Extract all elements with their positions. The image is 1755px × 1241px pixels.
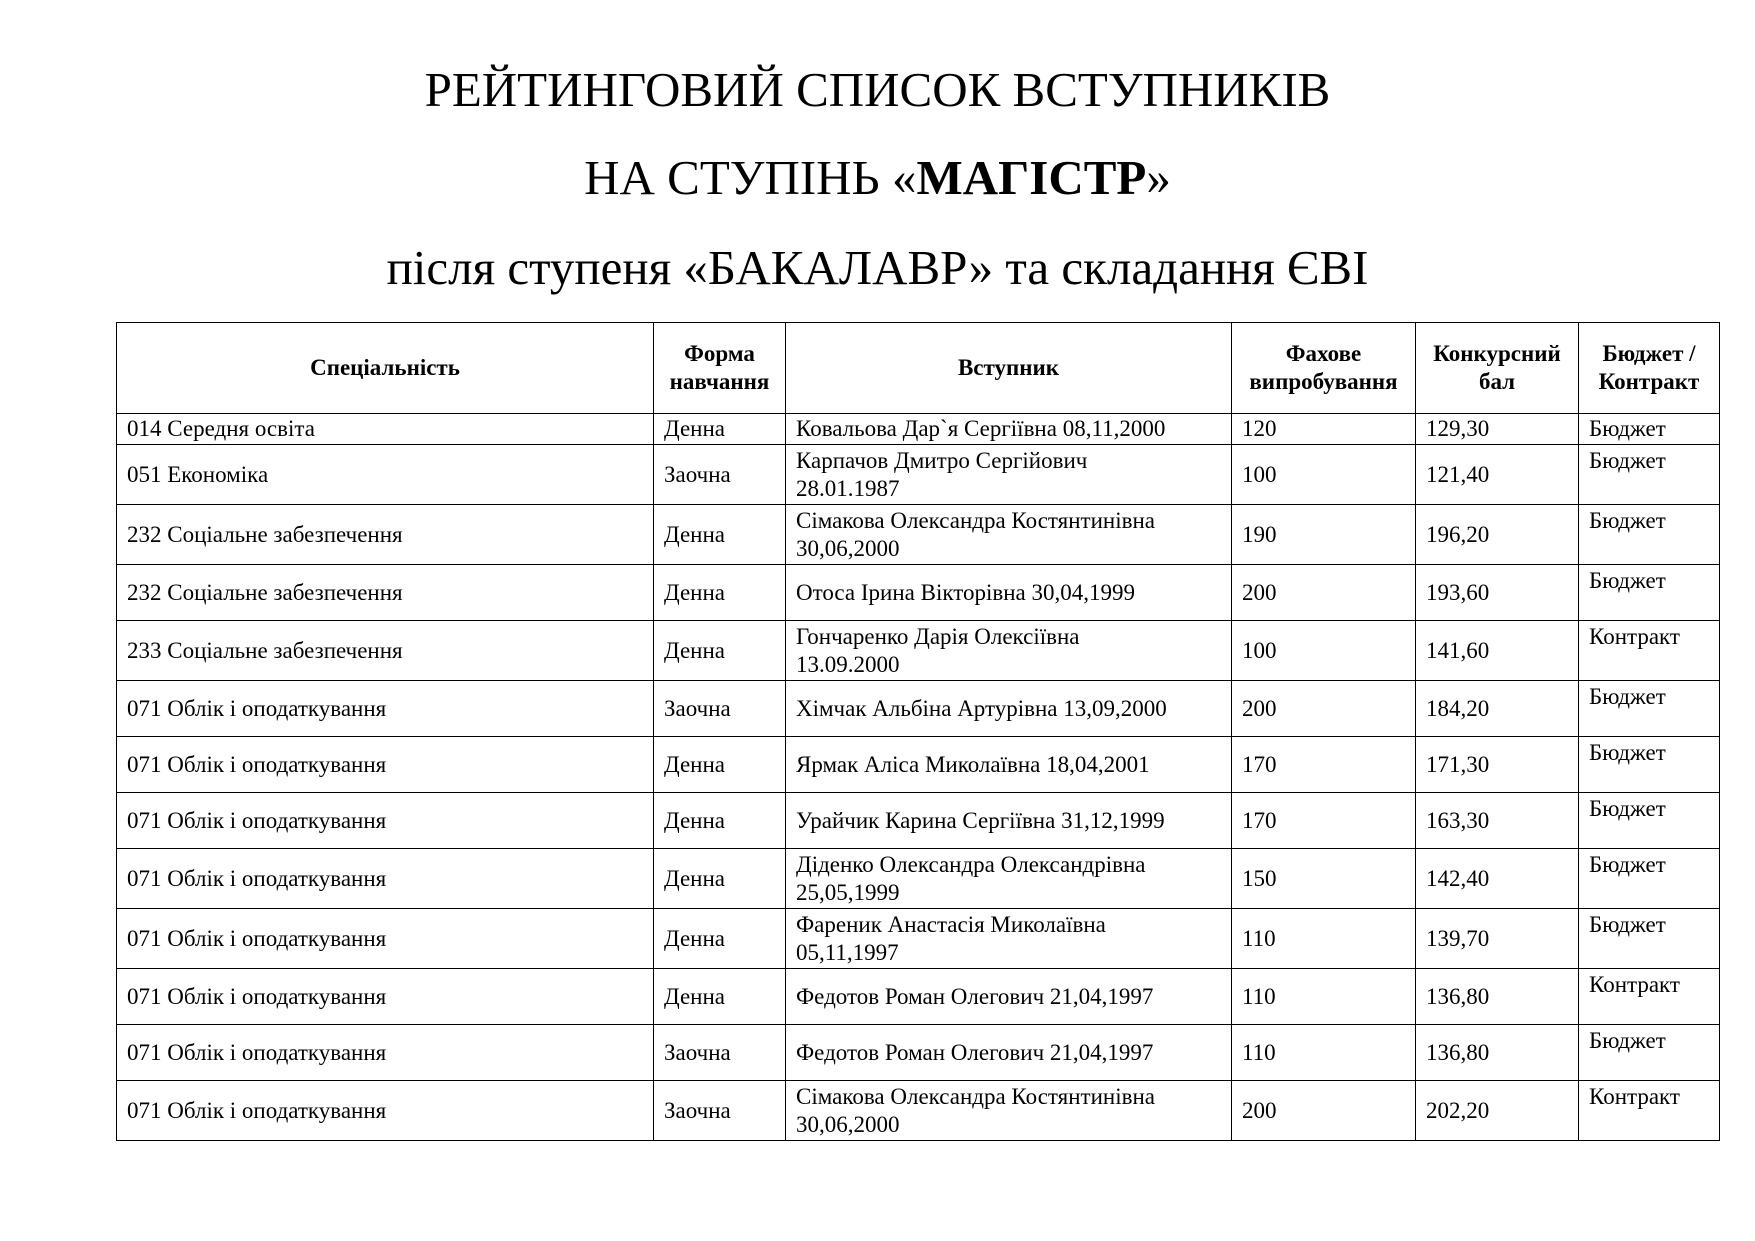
cell-specialty: 014 Середня освіта [117, 414, 654, 445]
cell-funding: Бюджет [1579, 849, 1720, 909]
applicant-name: Хімчак Альбіна Артурівна 13,09,2000 [796, 695, 1167, 721]
applicant-birth-date: 13.09.2000 [796, 651, 900, 677]
header-study-form-line-1: Форма [684, 341, 755, 366]
applicant-birth-date: 05,11,1997 [796, 939, 899, 965]
table-row [117, 681, 1720, 737]
title-line-2 [0, 150, 1755, 206]
cell-applicant [786, 414, 1232, 445]
header-applicant: Вступник [786, 323, 1232, 414]
table-row [117, 621, 1720, 681]
cell-exam: 100 [1232, 621, 1416, 681]
cell-applicant [786, 1081, 1232, 1141]
cell-study-form: Денна [654, 849, 786, 909]
applicant-name: Ярмак Аліса Миколаївна 18,04,2001 [796, 751, 1150, 777]
cell-specialty: 233 Соціальне забезпечення [117, 621, 654, 681]
applicant-name: Ковальова Дар`я Сергіївна 08,11,2000 [796, 416, 1166, 441]
degree-name: МАГІСТР [916, 150, 1147, 205]
cell-score: 136,80 [1416, 1025, 1579, 1081]
cell-score: 202,20 [1416, 1081, 1579, 1141]
cell-score: 163,30 [1416, 793, 1579, 849]
table-row [117, 1081, 1720, 1141]
cell-exam: 100 [1232, 445, 1416, 505]
header-specialty: Спеціальність [117, 323, 654, 414]
cell-applicant [786, 681, 1232, 737]
cell-funding: Бюджет [1579, 505, 1720, 565]
cell-score: 196,20 [1416, 505, 1579, 565]
table-row [117, 1025, 1720, 1081]
cell-applicant [786, 445, 1232, 505]
cell-exam: 170 [1232, 793, 1416, 849]
table-row [117, 565, 1720, 621]
cell-applicant [786, 621, 1232, 681]
applicant-name: Карпачов Дмитро Сергійович [796, 447, 1088, 473]
cell-score: 129,30 [1416, 414, 1579, 445]
applicant-name: Сімакова Олександра Костянтинівна [796, 1083, 1155, 1109]
cell-specialty: 051 Економіка [117, 445, 654, 505]
table-row [117, 969, 1720, 1025]
table-row [117, 505, 1720, 565]
cell-specialty: 071 Облік і оподаткування [117, 969, 654, 1025]
applicant-name: Фареник Анастасія Миколаївна [796, 911, 1106, 937]
cell-study-form: Денна [654, 909, 786, 969]
cell-specialty: 071 Облік і оподаткування [117, 909, 654, 969]
applicant-name: Федотов Роман Олегович 21,04,1997 [796, 983, 1154, 1009]
cell-score: 141,60 [1416, 621, 1579, 681]
cell-funding: Бюджет [1579, 793, 1720, 849]
header-study-form [654, 323, 786, 414]
cell-applicant [786, 565, 1232, 621]
table-row [117, 414, 1720, 445]
cell-study-form: Денна [654, 414, 786, 445]
cell-funding: Бюджет [1579, 681, 1720, 737]
cell-applicant [786, 849, 1232, 909]
cell-study-form: Денна [654, 793, 786, 849]
cell-study-form: Денна [654, 505, 786, 565]
header-funding [1579, 323, 1720, 414]
title-line-3: після ступеня «БАКАЛАВР» та складання ЄВІ [386, 240, 1369, 295]
cell-study-form: Денна [654, 737, 786, 793]
cell-score: 121,40 [1416, 445, 1579, 505]
cell-specialty: 071 Облік і оподаткування [117, 737, 654, 793]
cell-study-form: Заочна [654, 1081, 786, 1141]
cell-exam: 170 [1232, 737, 1416, 793]
cell-applicant [786, 793, 1232, 849]
cell-exam: 110 [1232, 909, 1416, 969]
cell-funding: Бюджет [1579, 1025, 1720, 1081]
cell-specialty: 071 Облік і оподаткування [117, 849, 654, 909]
applicant-birth-date: 30,06,2000 [796, 1111, 900, 1137]
title-line-2-prefix: НА СТУПІНЬ « [584, 150, 917, 205]
applicant-birth-date: 25,05,1999 [796, 879, 900, 905]
cell-applicant [786, 969, 1232, 1025]
applicant-name: Сімакова Олександра Костянтинівна [796, 507, 1155, 533]
cell-exam: 200 [1232, 1081, 1416, 1141]
title-line-2-suffix: » [1146, 150, 1171, 205]
header-exam-line-2: випробування [1249, 369, 1398, 394]
cell-exam: 120 [1232, 414, 1416, 445]
table-row [117, 909, 1720, 969]
cell-funding: Контракт [1579, 969, 1720, 1025]
cell-specialty: 071 Облік і оподаткування [117, 1081, 654, 1141]
cell-funding: Бюджет [1579, 737, 1720, 793]
cell-funding: Бюджет [1579, 445, 1720, 505]
cell-study-form: Денна [654, 969, 786, 1025]
applicant-name: Федотов Роман Олегович 21,04,1997 [796, 1039, 1154, 1065]
cell-applicant [786, 737, 1232, 793]
cell-exam: 110 [1232, 1025, 1416, 1081]
header-score-line-1: Конкурсний [1433, 341, 1561, 366]
header-study-form-line-2: навчання [669, 369, 770, 394]
applicant-birth-date: 30,06,2000 [796, 535, 900, 561]
applicant-name: Урайчик Карина Сергіївна 31,12,1999 [796, 807, 1165, 833]
cell-exam: 190 [1232, 505, 1416, 565]
cell-score: 193,60 [1416, 565, 1579, 621]
table-header-row [117, 323, 1720, 414]
cell-exam: 200 [1232, 681, 1416, 737]
cell-specialty: 071 Облік і оподаткування [117, 793, 654, 849]
header-exam [1232, 323, 1416, 414]
cell-applicant [786, 1025, 1232, 1081]
cell-study-form: Заочна [654, 681, 786, 737]
cell-exam: 150 [1232, 849, 1416, 909]
applicant-birth-date: 28.01.1987 [796, 475, 900, 501]
table-row [117, 793, 1720, 849]
cell-specialty: 071 Облік і оподаткування [117, 681, 654, 737]
cell-exam: 200 [1232, 565, 1416, 621]
cell-applicant [786, 909, 1232, 969]
header-score-line-2: бал [1478, 369, 1516, 394]
cell-study-form: Заочна [654, 445, 786, 505]
table-row [117, 737, 1720, 793]
cell-score: 142,40 [1416, 849, 1579, 909]
header-exam-line-1: Фахове [1285, 341, 1362, 366]
table-row [117, 849, 1720, 909]
title-line-1: РЕЙТИНГОВИЙ СПИСОК ВСТУПНИКІВ [424, 62, 1331, 117]
header-funding-line-2: Контракт [1598, 369, 1700, 394]
cell-funding: Бюджет [1579, 909, 1720, 969]
header-score [1416, 323, 1579, 414]
cell-applicant [786, 505, 1232, 565]
table-row [117, 445, 1720, 505]
cell-score: 171,30 [1416, 737, 1579, 793]
applicant-name: Отоса Ірина Вікторівна 30,04,1999 [796, 579, 1135, 605]
applicant-name: Гончаренко Дарія Олексіївна [796, 623, 1080, 649]
applicant-name: Діденко Олександра Олександрівна [796, 851, 1146, 877]
cell-funding: Контракт [1579, 1081, 1720, 1141]
cell-funding: Бюджет [1579, 414, 1720, 445]
cell-study-form: Денна [654, 565, 786, 621]
cell-specialty: 071 Облік і оподаткування [117, 1025, 654, 1081]
cell-score: 184,20 [1416, 681, 1579, 737]
cell-study-form: Заочна [654, 1025, 786, 1081]
cell-funding: Бюджет [1579, 565, 1720, 621]
cell-exam: 110 [1232, 969, 1416, 1025]
cell-study-form: Денна [654, 621, 786, 681]
rating-table [116, 322, 1720, 1141]
cell-specialty: 232 Соціальне забезпечення [117, 505, 654, 565]
cell-specialty: 232 Соціальне забезпечення [117, 565, 654, 621]
header-funding-line-1: Бюджет / [1602, 341, 1696, 366]
cell-funding: Контракт [1579, 621, 1720, 681]
cell-score: 139,70 [1416, 909, 1579, 969]
cell-score: 136,80 [1416, 969, 1579, 1025]
